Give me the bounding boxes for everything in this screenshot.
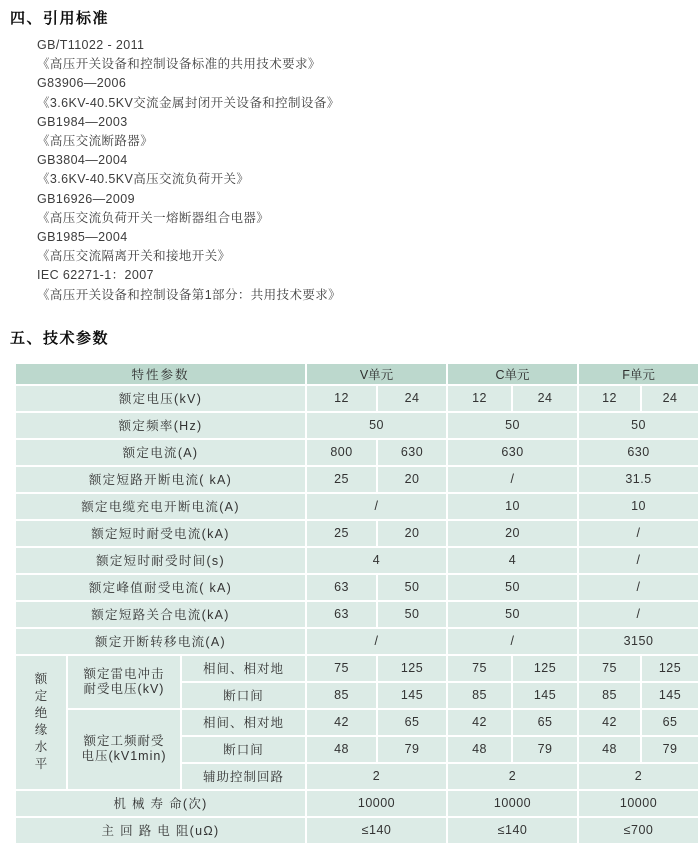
referenced-standards-list [10, 36, 692, 305]
lightning-impulse-label [67, 655, 181, 709]
row-lightning-impulse-pp [15, 655, 699, 682]
cell-value: 145 [641, 682, 699, 709]
standard-item: GB/T11022 - 2011 [37, 38, 145, 52]
cell-value: 50 [306, 412, 447, 439]
standard-item: GB1985—2004 [37, 230, 128, 245]
cell-value: ≤140 [306, 817, 447, 844]
cell-value: 630 [578, 439, 699, 466]
row-rated-current [15, 439, 699, 466]
row-main-circuit-resistance [15, 817, 699, 844]
cell-value: 48 [447, 736, 512, 763]
header-c-unit: C单元 [447, 363, 578, 385]
cell-value: / [447, 628, 578, 655]
row-label: 额定短时耐受电流(kA) [15, 520, 306, 547]
cell-value: 12 [578, 385, 641, 412]
standard-item: 《3.6KV-40.5KV高压交流负荷开关》 [37, 172, 250, 187]
vertical-label: 额定绝缘水平 [34, 672, 48, 772]
cell-value: 10000 [306, 790, 447, 817]
cell-value: 50 [377, 574, 447, 601]
row-transfer-current [15, 628, 699, 655]
sub-label: 相间、相对地 [181, 655, 306, 682]
cell-value: 48 [306, 736, 377, 763]
cell-value: 24 [512, 385, 578, 412]
row-label: 机 械 寿 命(次) [15, 790, 306, 817]
cell-value: 85 [578, 682, 641, 709]
cell-value: / [578, 520, 699, 547]
sub-label: 断口间 [181, 682, 306, 709]
row-sc-making-current [15, 601, 699, 628]
label-line1: 额定工频耐受 [83, 734, 165, 749]
cell-value: 10 [578, 493, 699, 520]
cell-value: 2 [578, 763, 699, 790]
cell-value: 25 [306, 520, 377, 547]
table-header-row [15, 363, 699, 385]
cell-value: / [578, 601, 699, 628]
cell-value: 50 [578, 412, 699, 439]
row-peak-withstand-current [15, 574, 699, 601]
header-f-unit: F单元 [578, 363, 699, 385]
row-label: 额定频率(Hz) [15, 412, 306, 439]
cell-value: 10000 [578, 790, 699, 817]
standard-item: 《高压开关设备和控制设备第1部分：共用技术要求》 [37, 287, 342, 302]
section4-heading: 四、引用标准 [10, 10, 110, 27]
cell-value: 25 [306, 466, 377, 493]
standard-item: 《高压交流断路器》 [37, 134, 154, 149]
sub-label: 断口间 [181, 736, 306, 763]
cell-value: 24 [377, 385, 447, 412]
sub-label: 相间、相对地 [181, 709, 306, 736]
cell-value: 48 [578, 736, 641, 763]
cell-value: 50 [447, 601, 578, 628]
standard-item: 《高压交流负荷开关一熔断器组合电器》 [37, 210, 270, 225]
cell-value: 630 [447, 439, 578, 466]
cell-value: ≤140 [447, 817, 578, 844]
section5 [10, 329, 692, 845]
cell-value: 125 [641, 655, 699, 682]
standard-item: G83906—2006 [37, 76, 127, 91]
cell-value: 63 [306, 574, 377, 601]
cell-value: 2 [306, 763, 447, 790]
row-label: 额定电流(A) [15, 439, 306, 466]
cell-value: 10000 [447, 790, 578, 817]
header-param: 特性参数 [15, 363, 306, 385]
standard-item: IEC 62271-1：2007 [37, 268, 154, 283]
cell-value: 31.5 [578, 466, 699, 493]
row-label: 额定短时耐受时间(s) [15, 547, 306, 574]
label-line2: 耐受电压(kV) [83, 681, 165, 696]
technical-parameters-table [14, 362, 700, 845]
cell-value: 50 [377, 601, 447, 628]
cell-value: 85 [447, 682, 512, 709]
cell-value: / [447, 466, 578, 493]
cell-value: 63 [306, 601, 377, 628]
section5-heading: 五、技术参数 [10, 329, 110, 347]
row-rated-voltage [15, 385, 699, 412]
cell-value: 2 [447, 763, 578, 790]
cell-value: / [578, 547, 699, 574]
label-line1: 额定雷电冲击 [83, 666, 165, 681]
row-rated-frequency [15, 412, 699, 439]
header-v-unit: V单元 [306, 363, 447, 385]
row-short-time-withstand-current [15, 520, 699, 547]
cell-value: 79 [641, 736, 699, 763]
label-line2: 电压(kV1min) [81, 749, 167, 764]
cell-value: / [306, 628, 447, 655]
cell-value: 65 [377, 709, 447, 736]
cell-value: 4 [447, 547, 578, 574]
cell-value: 12 [447, 385, 512, 412]
row-short-time-withstand-duration [15, 547, 699, 574]
cell-value: 20 [447, 520, 578, 547]
cell-value: 125 [377, 655, 447, 682]
standard-item: 《3.6KV-40.5KV交流金属封闭开关设备和控制设备》 [37, 95, 340, 110]
cell-value: 50 [447, 574, 578, 601]
row-power-frequency-pp [15, 709, 699, 736]
cell-value: 4 [306, 547, 447, 574]
standard-item: 《高压交流隔离开关和接地开关》 [37, 249, 231, 264]
cell-value: 50 [447, 412, 578, 439]
cell-value: 145 [377, 682, 447, 709]
row-label: 额定开断转移电流(A) [15, 628, 306, 655]
cell-value: 10 [447, 493, 578, 520]
cell-value: 65 [641, 709, 699, 736]
standard-item: GB3804—2004 [37, 153, 128, 168]
cell-value: 79 [512, 736, 578, 763]
row-label: 额定电缆充电开断电流(A) [15, 493, 306, 520]
row-label: 额定短路开断电流( kA) [15, 466, 306, 493]
cell-value: 12 [306, 385, 377, 412]
cell-value: 800 [306, 439, 377, 466]
cell-value: 42 [306, 709, 377, 736]
standard-item: 《高压开关设备和控制设备标准的共用技术要求》 [37, 57, 321, 72]
cell-value: 42 [447, 709, 512, 736]
cell-value: 65 [512, 709, 578, 736]
row-sc-breaking-current [15, 466, 699, 493]
cell-value: 75 [306, 655, 377, 682]
row-label: 额定电压(kV) [15, 385, 306, 412]
cell-value: 20 [377, 466, 447, 493]
cell-value: ≤700 [578, 817, 699, 844]
cell-value: 20 [377, 520, 447, 547]
cell-value: / [578, 574, 699, 601]
cell-value: / [306, 493, 447, 520]
standard-item: GB1984—2003 [37, 114, 128, 129]
cell-value: 24 [641, 385, 699, 412]
insulation-level-group-label [15, 655, 67, 790]
row-label: 额定峰值耐受电流( kA) [15, 574, 306, 601]
cell-value: 630 [377, 439, 447, 466]
row-mechanical-life [15, 790, 699, 817]
cell-value: 145 [512, 682, 578, 709]
row-label: 额定短路关合电流(kA) [15, 601, 306, 628]
cell-value: 3150 [578, 628, 699, 655]
cell-value: 75 [578, 655, 641, 682]
sub-label: 辅助控制回路 [181, 763, 306, 790]
power-frequency-label [67, 709, 181, 790]
row-label: 主 回 路 电 阻(uΩ) [15, 817, 306, 844]
standard-item: GB16926—2009 [37, 191, 135, 206]
cell-value: 79 [377, 736, 447, 763]
cell-value: 75 [447, 655, 512, 682]
row-cable-charging-current [15, 493, 699, 520]
cell-value: 125 [512, 655, 578, 682]
cell-value: 42 [578, 709, 641, 736]
cell-value: 85 [306, 682, 377, 709]
